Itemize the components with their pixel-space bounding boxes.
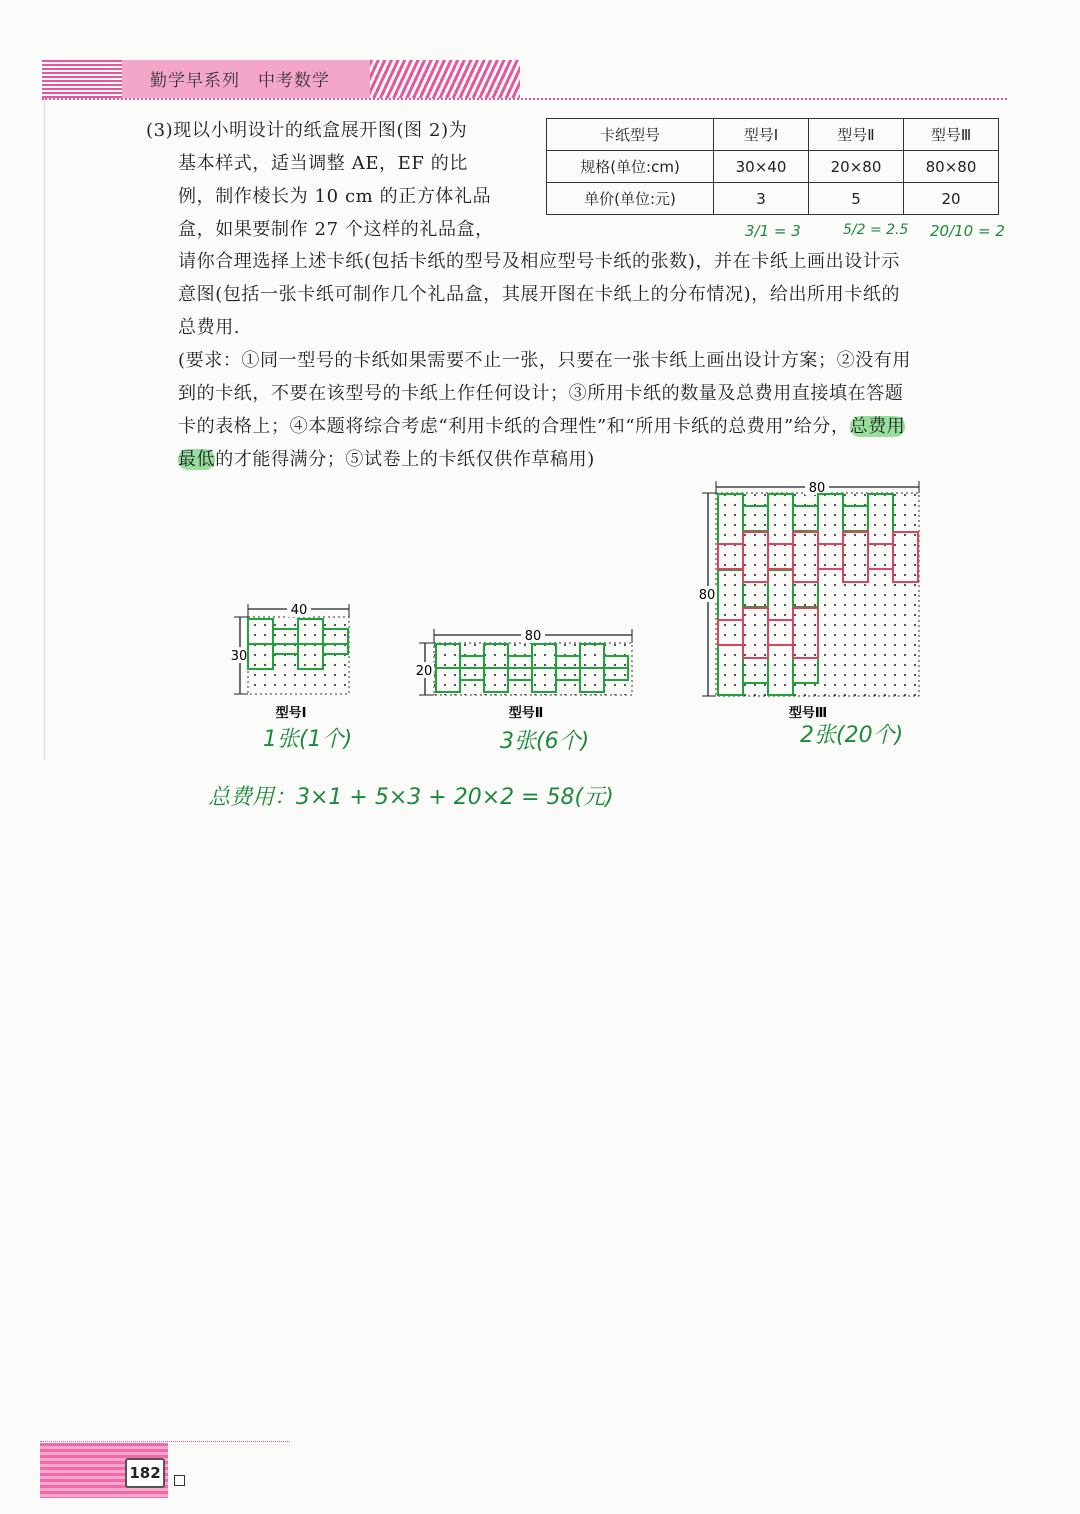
- handwritten-total-cost: 总费用：3×1 + 5×3 + 20×2 = 58(元): [208, 785, 614, 810]
- height-label: 80: [698, 588, 716, 603]
- problem-line-2: 基本样式，适当调整 AE，EF 的比: [178, 153, 469, 174]
- handwritten-ratio-3: 20/10 = 2: [930, 222, 1005, 240]
- table-cell: 5: [809, 183, 904, 215]
- figure-caption: 型号Ⅲ: [788, 706, 828, 721]
- table-header-cell: 型号Ⅰ: [714, 119, 809, 151]
- handwritten-ratio-1: 3/1 = 3: [745, 222, 801, 240]
- table-cell: 30×40: [714, 151, 809, 183]
- problem-line-5: 请你合理选择上述卡纸(包括卡纸的型号及相应型号卡纸的张数)，并在卡纸上画出设计示: [178, 251, 901, 272]
- highlight-total-cost: 总费用: [849, 416, 906, 437]
- handwritten-count-1: 1张(1个): [263, 727, 353, 752]
- handwritten-count-2: 3张(6个): [500, 729, 590, 754]
- table-header-cell: 型号Ⅱ: [809, 119, 904, 151]
- figure-type-1: [229, 601, 349, 721]
- problem-line-4: 盒，如果要制作 27 个这样的礼品盒，: [178, 219, 494, 240]
- figure-caption: 型号Ⅱ: [508, 706, 544, 721]
- table-cell: 80×80: [904, 151, 999, 183]
- highlight-lowest: 最低: [178, 449, 216, 470]
- problem-line-7: 总费用.: [178, 317, 241, 338]
- page-number: 182: [125, 1458, 165, 1488]
- problem-line-1: (3)现以小明设计的纸盒展开图(图 2)为: [146, 120, 468, 141]
- problem-line-3: 例，制作棱长为 10 cm 的正方体礼品: [178, 186, 492, 207]
- requirement-line-1: (要求：①同一型号的卡纸如果需要不止一张，只要在一张卡纸上画出设计方案；②没有用: [178, 350, 912, 371]
- table-cell: 3: [714, 183, 809, 215]
- header-title: 勤学早系列 中考数学: [150, 71, 330, 91]
- figure-type-2: [414, 627, 632, 721]
- width-label: 80: [524, 629, 542, 644]
- table-cell: 20×80: [809, 151, 904, 183]
- requirement-line-2: 到的卡纸，不要在该型号的卡纸上作任何设计；③所用卡纸的数量及总费用直接填在答题: [178, 383, 904, 404]
- table-cell: 单价(单位:元): [547, 183, 714, 215]
- handwritten-count-3: 2张(20个): [800, 723, 904, 748]
- table-cell: 20: [904, 183, 999, 215]
- height-label: 20: [415, 664, 433, 679]
- width-label: 80: [808, 481, 826, 496]
- table-header-cell: 卡纸型号: [547, 119, 714, 151]
- width-label: 40: [290, 603, 308, 618]
- problem-line-6: 意图(包括一张卡纸可制作几个礼品盒，其展开图在卡纸上的分布情况)，给出所用卡纸的: [178, 284, 901, 305]
- table-header-cell: 型号Ⅲ: [904, 119, 999, 151]
- footer-square-icon: [174, 1475, 185, 1486]
- table-cell: 规格(单位:cm): [547, 151, 714, 183]
- requirement-text: 卡的表格上；④本题将综合考虑“利用卡纸的合理性”和“所用卡纸的总费用”给分，: [178, 416, 850, 437]
- handwritten-ratio-2: 5/2 = 2.5: [843, 222, 909, 238]
- requirement-text: 的才能得满分；⑤试卷上的卡纸仅供作草稿用): [215, 449, 595, 470]
- height-label: 30: [230, 649, 248, 664]
- figure-type-3: [697, 479, 919, 721]
- footer-rule: [40, 1441, 290, 1442]
- figure-caption: 型号Ⅰ: [275, 706, 307, 721]
